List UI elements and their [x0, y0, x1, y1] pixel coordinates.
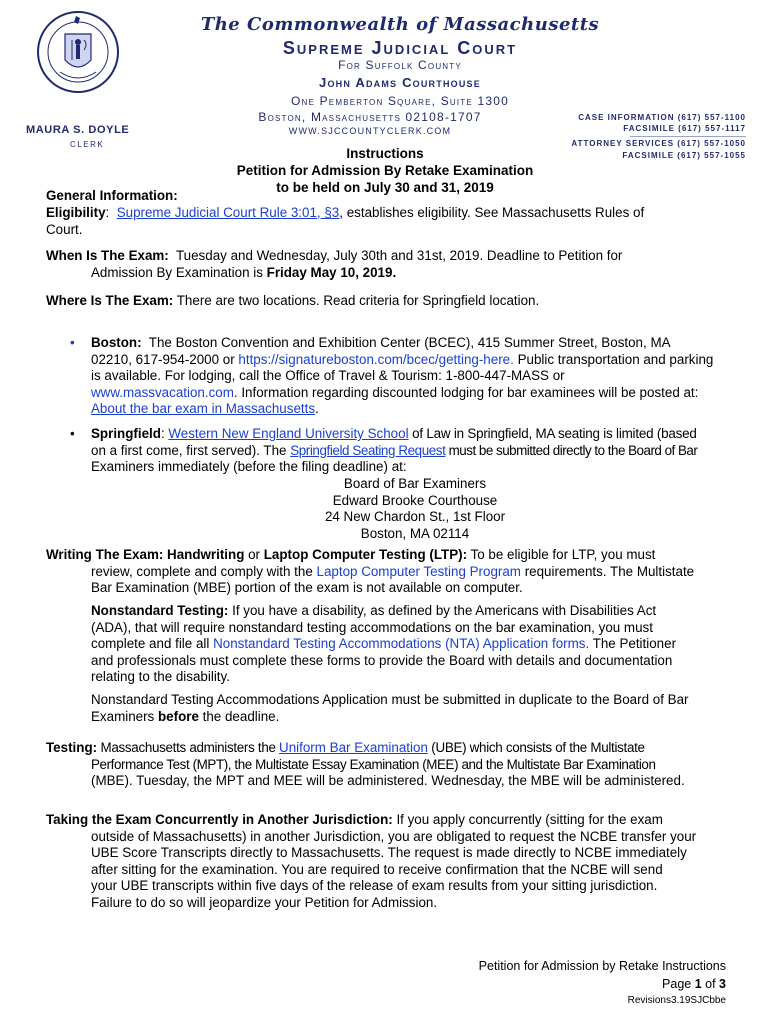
springfield-text-3: Examiners immediately (before the filing deadline) at:: [91, 459, 407, 474]
writing-paragraph: Writing The Exam: Handwriting or Laptop Computer Testing (LTP): To be eligible for LTP, you must review, complete and comply with the Laptop Computer Testing Program requirements. The Multistate Bar Examination (MBE) portion of the exam is not available on computer.: [46, 547, 695, 595]
address-line-1: One Pemberton Square, Suite 1300: [291, 94, 509, 108]
where-text: There are two locations. Read criteria for Springfield location.: [176, 293, 540, 308]
website-link[interactable]: WWW.SJCCOUNTYCLERK.COM: [288, 126, 452, 136]
testing-text-1a: Massachusetts administers the: [97, 740, 280, 755]
clerk-title: CLERK: [70, 140, 105, 149]
springfield-text-1: of Law in Springfield, MA seating is limited (based: [408, 426, 697, 441]
document-heading: Instructions: [346, 146, 424, 161]
nst-text-1: If you have a disability, as defined by the Americans with Disabilities Act: [228, 603, 657, 618]
ube-link[interactable]: Uniform Bar Examination: [279, 740, 428, 755]
writing-text-2b: requirements. The Multistate: [520, 563, 695, 579]
nst-text-3b: The Petitioner: [589, 636, 677, 651]
boston-text-5: .: [315, 401, 319, 416]
nonstandard-label: Nonstandard Testing:: [91, 603, 229, 618]
concurrent-text-2: outside of Massachusetts) in another Jurisdiction, you are obligated to request the NCBE transfer your: [91, 828, 697, 844]
massvacation-link[interactable]: www.massvacation.com: [91, 384, 234, 400]
testing-label: Testing:: [46, 740, 98, 755]
case-information-phone: CASE INFORMATION (617) 557-1100: [578, 113, 746, 122]
ltp-label: Laptop Computer Testing (LTP):: [263, 547, 468, 562]
writing-text-2a: review, complete and comply with the: [91, 563, 317, 579]
boston-text-2a: 02210, 617-954-2000 or: [91, 351, 239, 367]
bbe-address: [30, 476, 770, 542]
writing-text-3: Bar Examination (MBE) portion of the exam is not available on computer.: [91, 580, 523, 595]
concurrent-paragraph: [46, 812, 736, 911]
writing-label: Writing The Exam: Handwriting: [46, 547, 245, 562]
springfield-text-2b: must be submitted directly to the Board of Bar: [445, 442, 698, 458]
before-emphasis: before: [157, 708, 199, 724]
eligibility-label: Eligibility: [46, 205, 106, 220]
commonwealth-seal: [36, 10, 120, 94]
facsimile-1: FACSIMILE (617) 557-1117: [623, 124, 746, 133]
nst-text-3a: complete and file all: [91, 636, 214, 651]
facsimile-2: FACSIMILE (617) 557-1055: [622, 151, 746, 160]
address-line: Boston, MA 02114: [360, 525, 470, 541]
concurrent-text-1: If you apply concurrently (sitting for the exam: [392, 812, 663, 827]
when-text-2: Admission By Examination is: [91, 264, 267, 280]
concurrent-text-3: UBE Score Transcripts directly to Massachusetts. The request is made directly to NCBE immediately: [91, 845, 687, 860]
when-text: Tuesday and Wednesday, July 30th and 31st, 2019. Deadline to Petition for: [175, 248, 623, 263]
nta-text-2a: Examiners: [91, 708, 158, 724]
nst-text-5: relating to the disability.: [91, 669, 230, 684]
address-line: Board of Bar Examiners: [343, 476, 487, 491]
testing-text-2: Performance Test (MPT), the Multistate Essay Examination (MEE) and the Multistate Bar Examination: [91, 756, 656, 772]
writing-text-1: To be eligible for LTP, you must: [467, 547, 656, 562]
concurrent-text-6: Failure to do so will jeopardize your Petition for Admission.: [91, 894, 438, 910]
eligibility-text: , establishes eligibility. See Massachusetts Rules of: [339, 205, 645, 220]
address-line-2: Boston, Massachusetts 02108-1707: [258, 110, 482, 124]
about-bar-exam-link[interactable]: About the bar exam in Massachusetts: [91, 401, 316, 416]
boston-bullet: [70, 335, 730, 418]
wne-university-link[interactable]: Western New England University School: [168, 426, 409, 441]
commonwealth-title: The Commonwealth of Massachusetts: [200, 14, 600, 35]
nta-text-2b: the deadline.: [198, 708, 280, 724]
boston-text-2b: Public transportation and parking: [513, 351, 714, 367]
boston-text-3: is available. For lodging, call the Office of Travel & Tourism: 1-800-447-MASS or: [91, 368, 565, 383]
nst-text-4: and professionals must complete these forms to provide the Board with details and documentation: [91, 652, 673, 668]
footer-revision: Revisions3.19SJCbbe: [627, 995, 726, 1006]
nta-text-1: Nonstandard Testing Accommodations Application must be submitted in duplicate to the Board of Bar: [91, 692, 689, 707]
testing-paragraph: [46, 740, 736, 790]
springfield-label: Springfield: [91, 426, 161, 441]
seating-request-link[interactable]: Springfield Seating Request: [290, 442, 446, 458]
nonstandard-testing-paragraph: [91, 603, 731, 686]
county-line: For Suffolk County: [338, 58, 462, 72]
footer-doc-title: Petition for Admission by Retake Instructions: [478, 959, 726, 973]
clerk-name: MAURA S. DOYLE: [26, 124, 130, 136]
springfield-text-2a: on a first come, first served). The: [91, 442, 291, 458]
laptop-testing-link[interactable]: Laptop Computer Testing Program: [316, 563, 521, 579]
concurrent-text-4: after sitting for the examination. You are required to receive confirmation that the NCBE will send: [91, 861, 663, 877]
bullet-icon: •: [70, 335, 75, 350]
side-divider: [630, 136, 746, 137]
bcec-link[interactable]: https://signatureboston.com/bcec/getting-here.: [238, 351, 514, 367]
document-subtitle: Petition for Admission By Retake Examination: [236, 163, 534, 178]
courthouse-line: John Adams Courthouse: [319, 75, 481, 90]
sjc-rule-link[interactable]: Supreme Judicial Court Rule 3:01, §3: [116, 205, 340, 220]
when-paragraph: [46, 248, 736, 281]
eligibility-paragraph: Eligibility: Supreme Judicial Court Rule 3:01, §3, establishes eligibility. See Massachusetts Rules of Court.: [46, 205, 645, 237]
document-date-line: to be held on July 30 and 31, 2019: [276, 180, 494, 195]
nta-forms-link[interactable]: Nonstandard Testing Accommodations (NTA) Application forms.: [213, 636, 590, 651]
boston-label: Boston:: [91, 335, 142, 350]
court-name: Supreme Judicial Court: [282, 38, 518, 58]
address-line: Edward Brooke Courthouse: [332, 492, 498, 508]
springfield-bullet: • Springfield: Western New England University School of Law in Springfield, MA seating is limited (based on a first come, first served). The Springfield Seating Request must be submitted directly to the Board of Bar Examiners immediately (before the filing deadline) at:: [70, 426, 698, 474]
eligibility-text-2: Court.: [46, 221, 83, 237]
testing-text-1b: (UBE) which consists of the Multistate: [427, 740, 645, 755]
testing-text-3: (MBE). Tuesday, the MPT and MEE will be administered. Wednesday, the MBE will be administered.: [91, 773, 685, 788]
deadline-date: Friday May 10, 2019.: [266, 264, 397, 280]
address-line: 24 New Chardon St., 1st Floor: [324, 509, 506, 524]
boston-text-4: . Information regarding discounted lodging for bar examinees will be posted at:: [233, 384, 699, 400]
nta-duplicate-paragraph: [91, 692, 731, 725]
boston-text-1: The Boston Convention and Exhibition Center (BCEC), 415 Summer Street, Boston, MA: [148, 335, 671, 350]
concurrent-label: Taking the Exam Concurrently in Another Jurisdiction:: [46, 812, 393, 827]
bullet-icon: •: [70, 426, 75, 441]
nst-text-2: (ADA), that will require nonstandard testing accommodations on the bar examination, you must: [91, 619, 653, 635]
general-info-heading: General Information:: [46, 188, 178, 203]
concurrent-text-5: your UBE transcripts within five days of the release of exam results from your sitting jurisdiction.: [91, 878, 658, 893]
when-label: When Is The Exam:: [46, 248, 169, 263]
where-label: Where Is The Exam:: [46, 293, 174, 308]
attorney-services-phone: ATTORNEY SERVICES (617) 557-1050: [571, 139, 746, 148]
footer-page-number: Page 1 of 3: [662, 977, 726, 991]
where-paragraph: [46, 293, 736, 310]
